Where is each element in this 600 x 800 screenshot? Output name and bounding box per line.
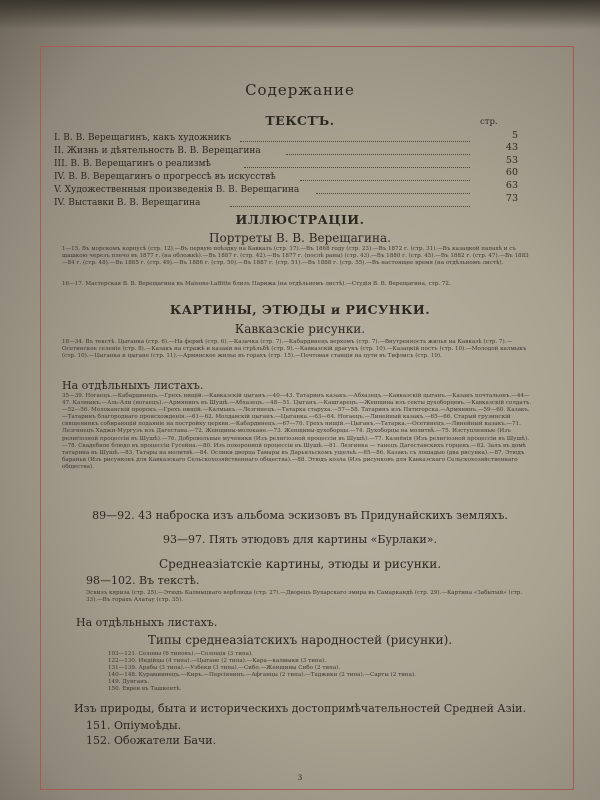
dot-leader xyxy=(230,206,470,207)
line-89-92: 89—92. 43 наброска изъ альбома эскизовъ въ Придунайскихъ земляхъ. xyxy=(92,509,508,522)
toc-page: 5 xyxy=(511,130,518,141)
nature-item: 152. Обожатели Бачи. xyxy=(86,734,217,747)
dot-leader xyxy=(240,141,470,142)
toc-entry: I. В. В. Верещагинъ, какъ художникъ xyxy=(54,133,232,143)
toc-page: 73 xyxy=(505,193,518,204)
types-line: 140—148. Курамиинецъ.—Киръ.—Персіянинъ.—Афганцы (2 типа).—Таджики (2 типа).—Сарты (2 типа). xyxy=(108,672,416,678)
paintings-heading: КАРТИНЫ, ЭТЮДЫ и РИСУНКИ. xyxy=(169,302,431,317)
portraits-paragraph: 1—15. Въ морскомъ корпусѣ (стр. 12).—Въ первую поѣздку на Кавказъ (стр. 17).—Въ 1868 году (стр. 23).—Въ 1872 г. (стр. 31).—Въ казацкой папахѣ и съ шашкою черезъ плечо въ 1877 г. (на обложкѣ).—Въ 1887 г. (стр. 42).—Въ 1877 г. (послѣ раны) (стр. 43).—Въ 1880 г. (стр. 45).—Въ 1882 г. (стр. 47).—Въ 1883—84 г. (стр. 48).—Въ 1885 г. (стр. 49).—Въ 1886 г. (стр. 50).—Въ 1887 г. (стр. 51).—Въ 1888 г. (стр. 55).—Въ настоящее время (на отдѣльномъ листѣ). xyxy=(62,246,529,267)
portraits-heading: Портреты В. В. Верещагина. xyxy=(209,231,391,245)
central-asia-heading: Среднеазіатскіе картины, этюды и рисунки. xyxy=(158,557,442,571)
nature-heading: Изъ природы, быта и историческихъ достопримѣчательностей Средней Азіи. xyxy=(74,702,526,715)
toc-page: 63 xyxy=(505,180,518,191)
toc-entry: IV. Выставки В. В. Верещагина xyxy=(54,198,201,208)
types-line: 131—139. Арабы (3 типа).—Узбеки (3 типа).—Сибо.—Женщины Сибо (2 типа). xyxy=(108,665,341,671)
dot-leader xyxy=(244,167,470,168)
toc-page: 60 xyxy=(505,167,518,178)
toc-page: 43 xyxy=(505,142,518,153)
types-line: 122—130. Индійцы (4 типа).—Цыгане (2 типа).—Кара—калмыки (3 типа). xyxy=(108,658,326,664)
types-heading: Типы среднеазіатскихъ народностей (рисунки). xyxy=(147,633,453,647)
caucasus-heading: Кавказскіе рисунки. xyxy=(234,322,366,336)
separate-sheets-paragraph: 35—39. Ногаецъ.—Кабардинецъ.—Грехъ нищій.—Кавказскій цыганъ.—40—43. Татаринъ казакъ.—Абхазецъ.—Кавказскій цыганъ.—Казакъ почтальонъ.—44—47. Калмыкъ.—Аль-Али (ногаецъ).—Армянинъ въ Шушѣ.—Абхазецъ.—48—51. Цыганъ.—Кашгарецъ.—Женщина изъ секты духоборцевъ.—Кавказскій солдатъ.—52—56. Молоканскій пророкъ.—Грехъ нищій.—Калмыкъ.—Лезгинецъ.—Татарка старуха.—57—58. Татаринъ изъ Пятигорска.—Армянинъ.—59—60. Казакъ.—Татаринъ благороднаго происхожденія.—61—62. Молдавскій цыганъ.—Цыганка.—63—64. Ногаецъ.—Линейный казакъ.—65—66. Старый грузинскій священникъ собирающій подаяніе на постройку церкви.—Кабардинецъ.—67—70. Грехъ нищій.—Цыганъ.—Татарка.—Осетинецъ.—Линейный казакъ.—71. Лезгинецъ Хаджи-Мургузъ изъ Дагестана.—72. Женщины-молокане.—73. Женщины-духоборцы.—74. Духоборцы на молитвѣ.—75. Изступленные (Изъ религіозной процессіи въ Шушѣ).—76. Добровольные мученики (Изъ религіозной процессіи въ Шушѣ).—77. Казнёнія (Изъ религіозной процессіи въ Шушѣ).—78. Свадебное блюдо въ процессіи Гусейна.—80. Изъ похоронной процессіи въ Шушѣ.—81. Лезгинка — танецъ Дагестанскихъ горцевъ.—82. Залъ въ домѣ татарина въ Шушѣ.—83. Татары на молитвѣ.—84. Ослики дворца Тамары въ Дарьяльскомъ ущельѣ.—85—86. Казакъ съ лошадью (два рисунка).—87. Этюдъ бараньи (Изъ рисунковъ для Кавказскаго Сельскохозяйственнаго общества).—88. Этюдъ козла (Изъ рисунковъ для Кавказскаго Сельскохозяйственнаго общества). xyxy=(62,393,532,470)
nature-item: 151. Опіумоѣды. xyxy=(86,719,182,732)
page-title: Содержание xyxy=(245,81,355,99)
separate-sheets-label: На отдѣльныхъ листахъ. xyxy=(62,379,204,392)
page-column-label: стр. xyxy=(480,117,498,127)
dot-leader xyxy=(316,193,470,194)
portraits-paragraph-2: 16—17. Мастерская В. В. Верещагина въ Maisons-Laffitte близъ Парижа (на отдѣльномъ листѣ).—Студія В. В. Верещагина, стр. 72. xyxy=(62,281,451,287)
toc-entry: IV. В. В. Верещагинъ о прогрессѣ въ искусствѣ xyxy=(54,172,276,182)
caucasus-paragraph: 18—34. Въ текстѣ. Цыганка (стр. 6).—На фермѣ (стр. 6).—Казачка (стр. 7).—Кабардинецъ верхомъ (стр. 7).—Внутренность жилья на Кавказѣ (стр. 7).—Осетинское селеніе (стр. 8).—Казакъ на стражѣ и казаки на стрѣльбѣ (стр. 9).—Кавказскій драгунъ (стр. 10).—Казацкій постъ (стр. 10).—Молодой калмыкъ (стр. 10).—Цыганка и цыгане (стр. 11).—Армянское жилье въ горахъ (стр. 15).—Почтовая станція на пути въ Тифлисъ (стр. 19). xyxy=(62,339,527,360)
types-line: 150. Евреи въ Ташкентѣ. xyxy=(108,686,182,692)
toc-entry: II. Жизнь и дѣятельность В. В. Верещагина xyxy=(54,146,261,156)
dot-leader xyxy=(300,180,470,181)
toc-page: 53 xyxy=(505,155,518,166)
illustrations-heading: ИЛЛЮСТРАЦІИ. xyxy=(235,212,365,227)
page-number: 3 xyxy=(297,774,303,782)
types-line: 103—121. Солоны (6 типовъ).—Солощія (3 типа). xyxy=(108,651,253,657)
dot-leader xyxy=(286,154,470,155)
central-asia-paragraph: Эскизъ кяриза (стр. 25).—Этюдъ Калмыцкаго верблюда (стр. 27).—Дворецъ Бухарскаго эмира въ Самаркандѣ (стр. 29).—Картина «Забытый» (стр. 33).—Въ горахъ Алатау (стр. 35). xyxy=(86,590,523,604)
text-section-heading: ТЕКСТЪ. xyxy=(265,113,335,128)
toc-entry: III. В. В. Верещагинъ о реализмѣ xyxy=(54,159,211,169)
types-line: 149. Дунганъ. xyxy=(108,679,150,685)
line-98-102: 98—102. Въ текстѣ. xyxy=(86,574,200,587)
page-shadow xyxy=(0,0,600,30)
toc-entry: V. Художественныя произведенія В. В. Верещагина xyxy=(54,185,300,195)
line-93-97: 93—97. Пять этюдовъ для картины «Бурлаки». xyxy=(163,533,437,546)
separate-sheets-label-2: На отдѣльныхъ листахъ. xyxy=(76,616,218,629)
